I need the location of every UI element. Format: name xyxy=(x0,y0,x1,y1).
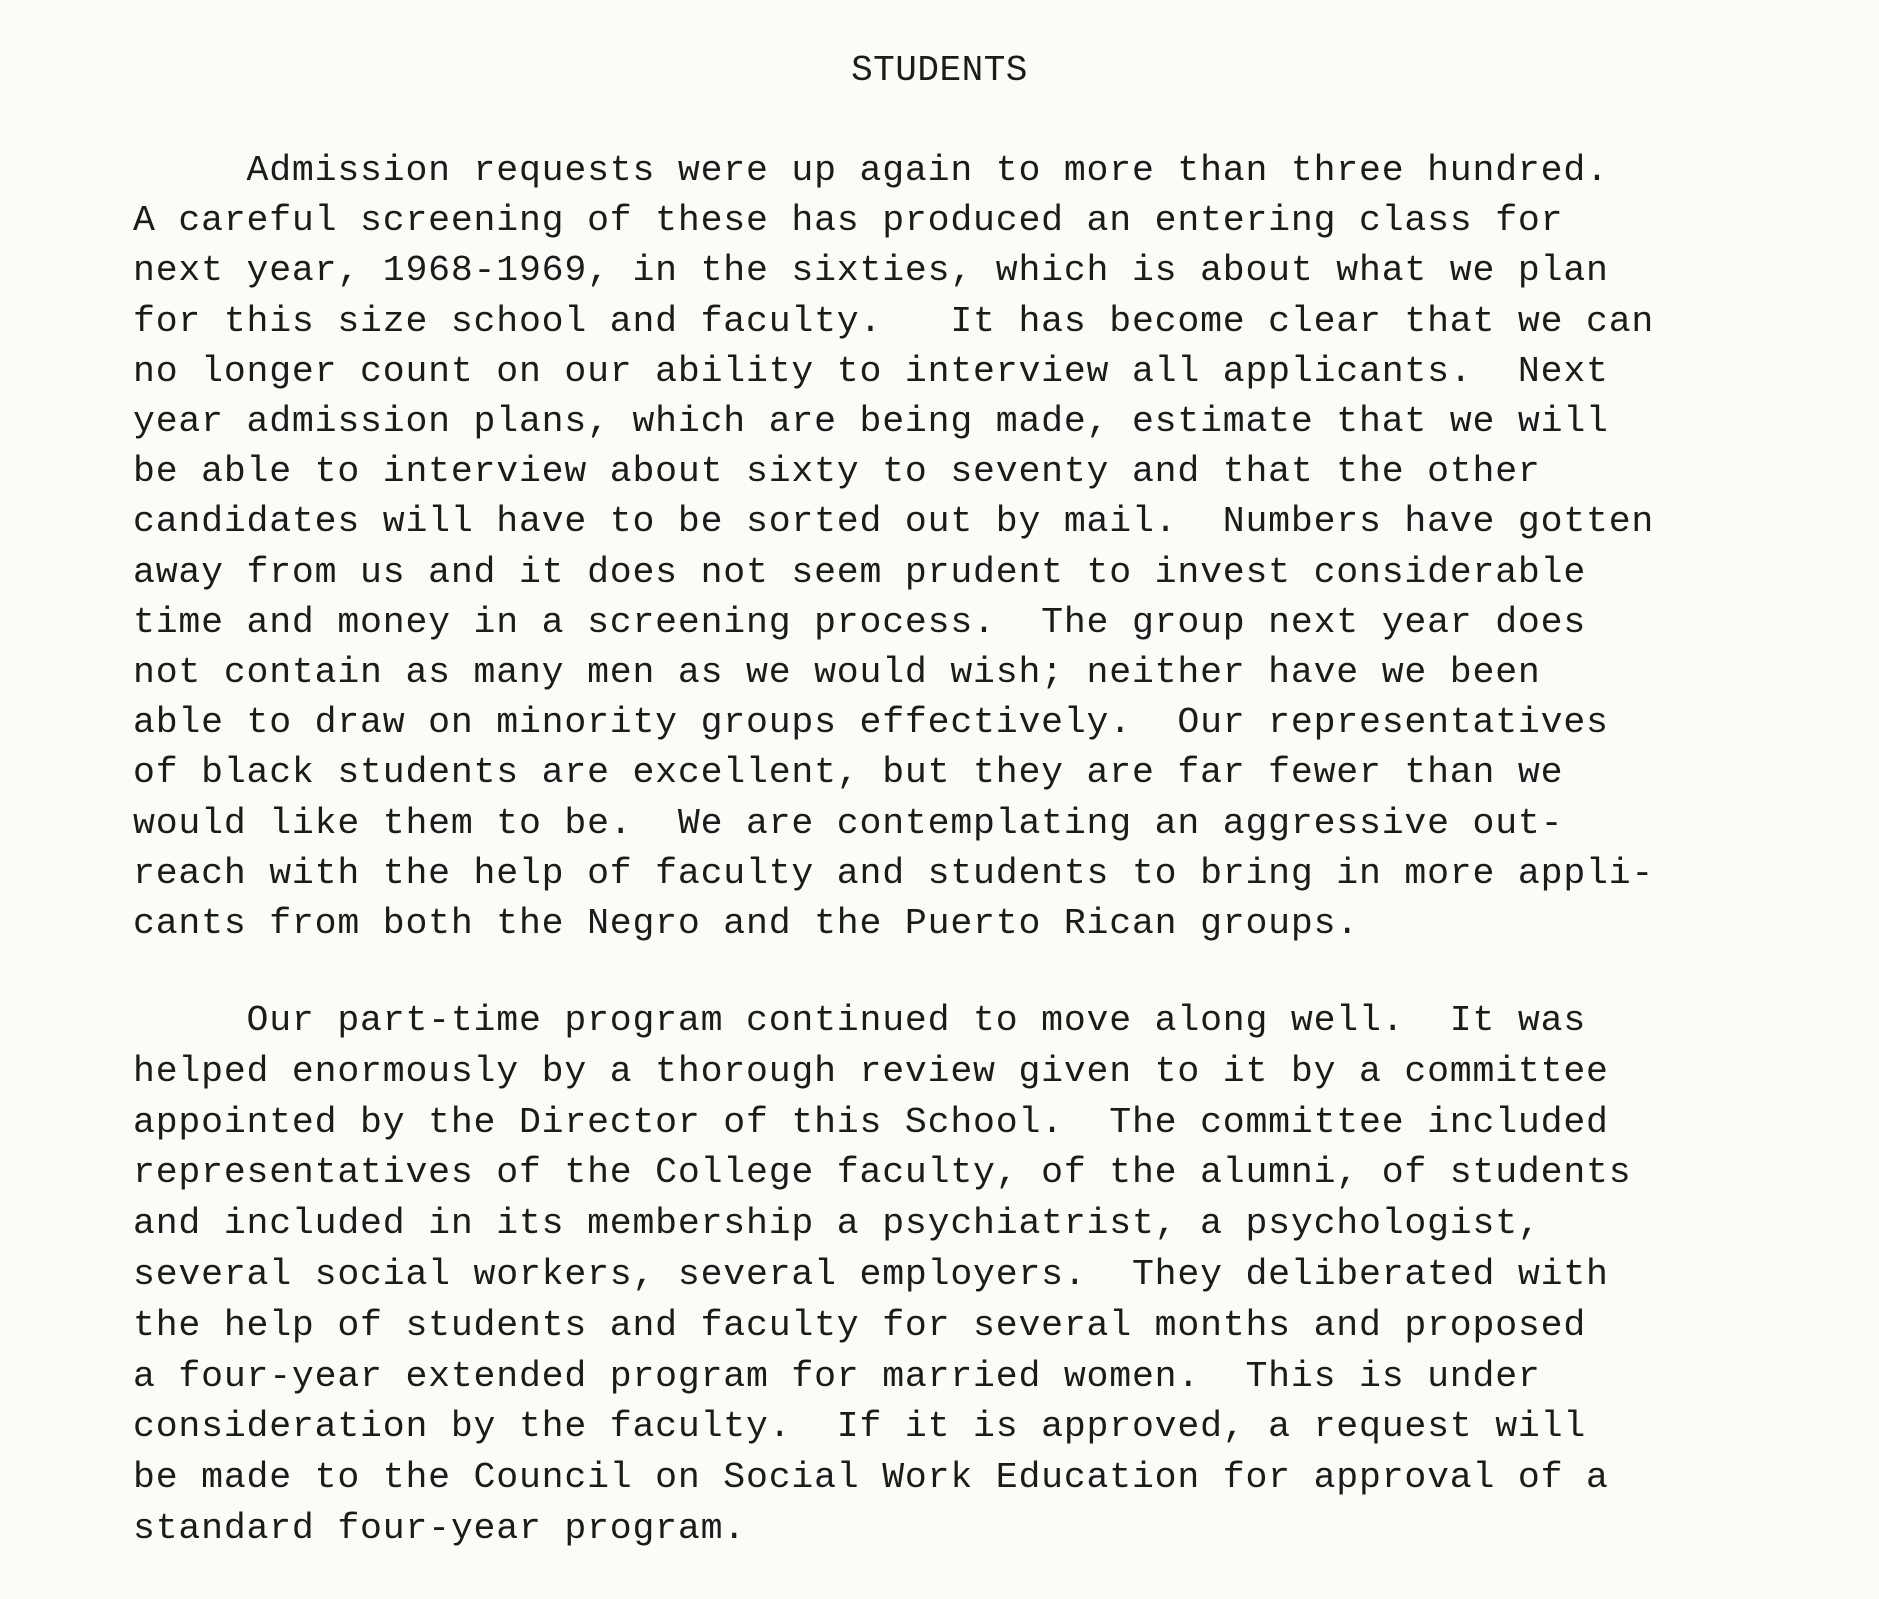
text-line: standard four-year program. xyxy=(133,1507,746,1549)
text-line: be able to interview about sixty to seventy and that the other xyxy=(133,451,1541,493)
text-line: for this size school and faculty. It has become clear that we can xyxy=(133,300,1655,342)
text-line: time and money in a screening process. The group next year does xyxy=(133,601,1587,643)
text-line: Our part-time program continued to move along well. It was xyxy=(133,1000,1587,1041)
text-line: able to draw on minority groups effectively. Our representatives xyxy=(133,702,1609,744)
paragraph-admissions xyxy=(133,146,1654,949)
text-line: helped enormously by a thorough review given to it by a committee xyxy=(133,1050,1609,1092)
text-line: would like them to be. We are contemplating an aggressive out- xyxy=(133,802,1564,844)
text-line: not contain as many men as we would wish; neither have we been xyxy=(133,652,1541,694)
text-line: several social workers, several employers. They deliberated with xyxy=(133,1253,1609,1295)
text-line: no longer count on our ability to interview all applicants. Next xyxy=(133,350,1609,392)
paragraph-part-time-program xyxy=(133,996,1631,1555)
text-line: a four-year extended program for married women. This is under xyxy=(133,1355,1541,1397)
text-line: of black students are excellent, but they are far fewer than we xyxy=(133,752,1564,794)
text-line: candidates will have to be sorted out by mail. Numbers have gotten xyxy=(133,501,1655,543)
text-line: cants from both the Negro and the Puerto Rican groups. xyxy=(133,903,1359,945)
text-line: be made to the Council on Social Work Education for approval of a xyxy=(133,1457,1609,1499)
text-line: year admission plans, which are being made, estimate that we will xyxy=(133,401,1609,443)
text-line: reach with the help of faculty and students to bring in more appli- xyxy=(133,852,1655,894)
text-line: Admission requests were up again to more than three hundred. xyxy=(133,150,1609,191)
text-line: and included in its membership a psychiatrist, a psychologist, xyxy=(133,1203,1541,1245)
page-title: STUDENTS xyxy=(851,50,1028,91)
text-line: consideration by the faculty. If it is approved, a request will xyxy=(133,1406,1587,1448)
text-line: next year, 1968-1969, in the sixties, which is about what we plan xyxy=(133,250,1609,292)
text-line: A careful screening of these has produced an entering class for xyxy=(133,200,1564,242)
text-line: away from us and it does not seem prudent to invest considerable xyxy=(133,551,1587,593)
text-line: representatives of the College faculty, of the alumni, of students xyxy=(133,1152,1632,1194)
text-line: the help of students and faculty for several months and proposed xyxy=(133,1304,1587,1346)
text-line: appointed by the Director of this School. The committee included xyxy=(133,1101,1609,1143)
